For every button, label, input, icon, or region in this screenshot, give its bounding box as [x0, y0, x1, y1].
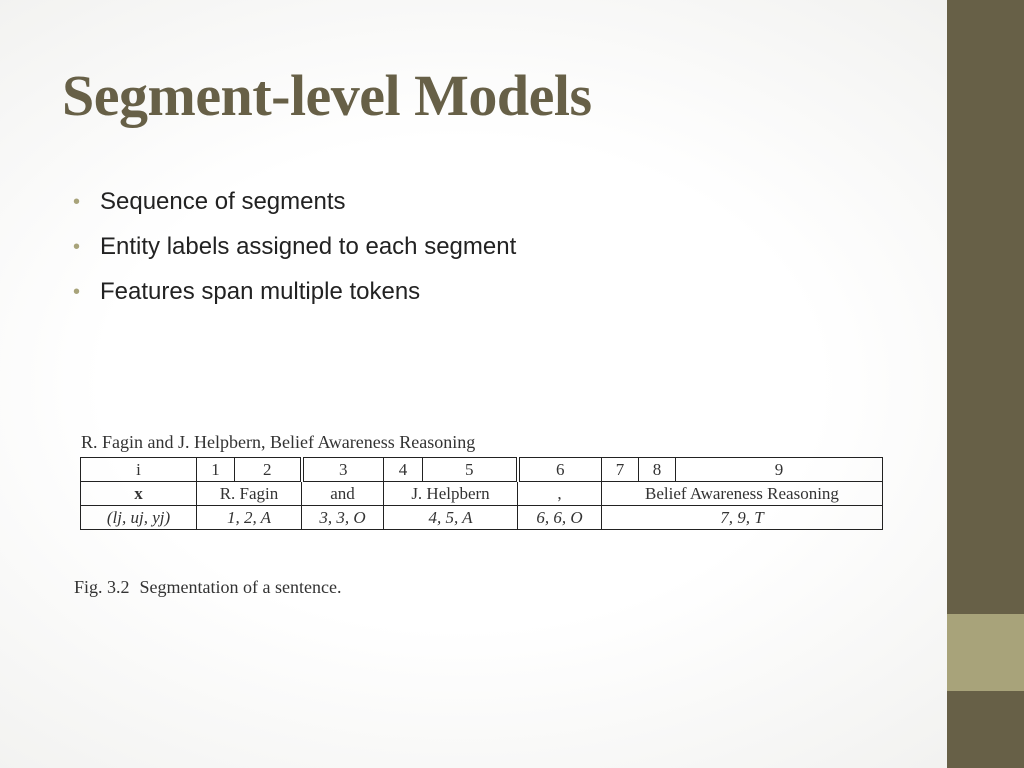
index-cell: 6 [518, 458, 602, 482]
index-cell: 1 [197, 458, 235, 482]
table-row-segments [81, 506, 883, 530]
bullet-text: Entity labels assigned to each segment [100, 233, 517, 260]
index-cell: 5 [423, 458, 518, 482]
index-cell: 9 [676, 458, 883, 482]
bullet-dot-icon: • [73, 236, 81, 258]
figure-caption-number: Fig. 3.2 [74, 577, 130, 597]
figure-sentence: R. Fagin and J. Helpbern, Belief Awareness Reasoning [81, 432, 476, 452]
segment-cell: 6, 6, O [518, 506, 602, 530]
side-accent-block [947, 614, 1024, 691]
token-cell: R. Fagin [197, 482, 302, 506]
segment-cell: 7, 9, T [602, 506, 883, 530]
index-cell: 7 [602, 458, 639, 482]
bullet-item [73, 186, 516, 231]
segment-cell: 3, 3, O [302, 506, 384, 530]
figure-caption-text: Segmentation of a sentence. [139, 577, 342, 597]
bullet-item [73, 231, 516, 276]
row-label: i [81, 458, 197, 482]
token-cell: J. Helpbern [384, 482, 518, 506]
row-label: x [81, 482, 197, 506]
figure-caption [74, 577, 341, 598]
index-cell: 8 [639, 458, 676, 482]
slide-title: Segment-level Models [62, 63, 592, 128]
token-cell: , [518, 482, 602, 506]
index-cell: 3 [302, 458, 384, 482]
index-cell: 4 [384, 458, 423, 482]
bullet-list [73, 186, 516, 321]
token-cell: and [302, 482, 384, 506]
table-row-index [81, 458, 883, 482]
bullet-dot-icon: • [73, 191, 81, 213]
bullet-item [73, 276, 516, 321]
segment-cell: 1, 2, A [197, 506, 302, 530]
table-row-tokens [81, 482, 883, 506]
bullet-text: Features span multiple tokens [100, 278, 421, 305]
bullet-dot-icon: • [73, 281, 81, 303]
segmentation-table [80, 457, 883, 530]
bullet-text: Sequence of segments [100, 188, 346, 215]
index-cell: 2 [235, 458, 302, 482]
row-label: (lj, uj, yj) [81, 506, 197, 530]
segment-cell: 4, 5, A [384, 506, 518, 530]
token-cell: Belief Awareness Reasoning [602, 482, 883, 506]
